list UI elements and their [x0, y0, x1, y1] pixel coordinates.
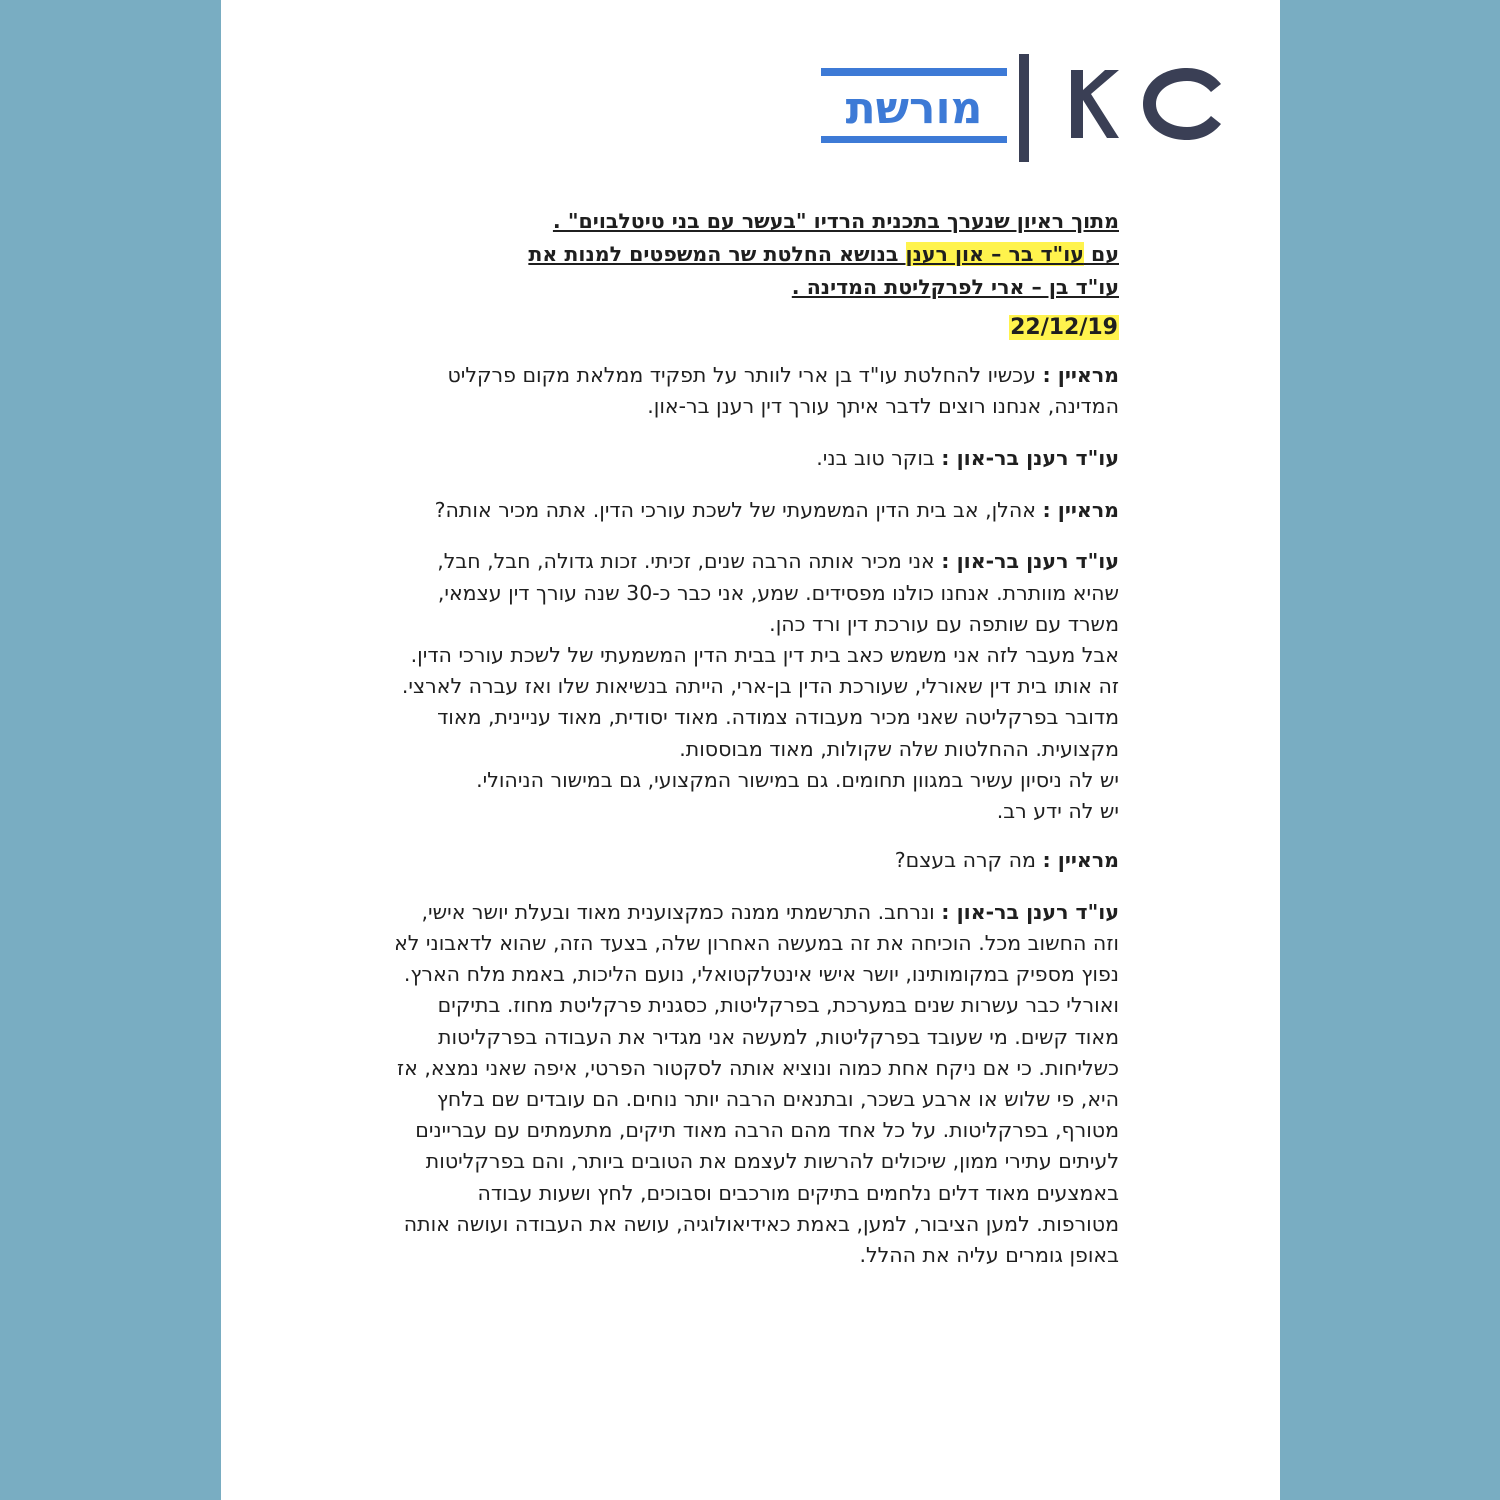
kan-moreshet-logo — [821, 52, 1231, 164]
paragraph-text: עכשיו להחלטת עו"ד בן ארי לוותר על תפקיד ממלאת מקום פרקליט המדינה, אנחנו רוצים לדבר איתך עורך דין רענן בר-און. — [447, 363, 1119, 419]
document-page — [221, 0, 1280, 1500]
paragraph-4-part-4 — [389, 796, 1119, 827]
paragraph-4 — [389, 546, 1119, 827]
kaf-shape — [1143, 68, 1221, 140]
heading-line-1: מתוך ראיון שנערך בתכנית הרדיו "בעשר עם בני טיטלבוים" . — [552, 209, 1119, 233]
paragraph-2 — [389, 443, 1119, 474]
document-heading — [389, 205, 1119, 304]
paragraph-5 — [389, 845, 1119, 876]
paragraph-1 — [389, 360, 1119, 422]
date-line — [389, 314, 1119, 342]
paragraph-text: יש לה ידע רב. — [996, 798, 1119, 823]
speaker-label: מראיין : — [1042, 497, 1119, 522]
speaker-label: מראיין : — [1042, 363, 1119, 387]
paragraph-text: מה קרה בעצם? — [894, 848, 1043, 873]
interview-transcript — [389, 205, 1119, 1271]
speaker-label: עו"ד רענן בר-און : — [941, 899, 1119, 924]
speaker-label: עו"ד רענן בר-און : — [941, 445, 1119, 470]
paragraph-text: אהלן, אב בית הדין המשמעתי של לשכת עורכי הדין. אתה מכיר אותה? — [434, 497, 1043, 522]
interview-date: 22/12/19 — [1010, 315, 1118, 340]
paragraph-text: בוקר טוב בני. — [816, 445, 942, 470]
paragraph-3 — [389, 495, 1119, 526]
speaker-label: עו"ד רענן בר-און : — [941, 549, 1119, 574]
paragraph-text: אני מכיר אותה הרבה שנים, זכיתי. זכות גדולה, חבל, חבל, שהיא מוותרת. אנחנו כולנו מפסידים. שמע, אני כבר כ-30 שנה עורך דין עצמאי, משרד עם שותפה עם עורכת דין ורד כהן. — [437, 549, 1119, 636]
paragraph-text: ונרחב. התרשמתי ממנה כמקצוענית מאוד ובעלת יושר אישי, וזה החשוב מכל. הוכיחה את זה במעשה האחרון שלה, בצעד הזה, שהוא לדאבוני לא נפוץ מספיק במקומותינו, יושר אישי אינטלקטואלי, נועם הליכות, באמת מלח הארץ. — [394, 899, 1119, 987]
paragraph-text: יש לה ניסיון עשיר במגוון תחומים. גם במישור המקצועי, גם במישור הניהולי. — [476, 767, 1119, 792]
heading-line-2 — [389, 238, 1119, 271]
heading-line-3: עו"ד בן – ארי לפרקליטת המדינה . — [791, 275, 1119, 299]
heading-highlighted-name: עו"ד בר – און רענן — [905, 242, 1084, 266]
paragraph-text: אבל מעבר לזה אני משמש כאב בית דין בבית הדין המשמעתי של לשכת עורכי הדין. זה אותו בית דין שאורלי, שעורכת הדין בן-ארי, הייתה בנשיאות שלו ואז עברה לארצי. מדובר בפרקליטה שאני מכיר מעבודה צמודה. מאוד יסודית, מאוד עניינית, מאוד מקצועית. ההחלטות שלה שקולות, מאוד מבוססות. — [401, 642, 1119, 761]
paragraph-4-part-1 — [389, 546, 1119, 640]
paragraph-4-part-3 — [389, 765, 1119, 796]
moreshet-wordmark: מורשת — [845, 83, 983, 134]
speaker-label: מראיין : — [1042, 848, 1119, 873]
paragraph-4-part-2 — [389, 640, 1119, 765]
heading-line-2-prefix: עם — [1083, 242, 1119, 266]
heading-line-2-suffix: בנושא החלטת שר המשפטים למנות את — [528, 242, 906, 266]
logo-graphic — [821, 52, 1231, 164]
paragraph-6-part-2 — [389, 990, 1119, 1271]
aleph-shape — [1071, 70, 1119, 138]
paragraph-6 — [389, 897, 1119, 1271]
paragraph-text: ואורלי כבר עשרות שנים במערכת, בפרקליטות, כסגנית פרקליטת מחוז. בתיקים מאוד קשים. מי שעובד בפרקליטות, למעשה אני מגדיר את העבודה בפרקליטות כשליחות. כי אם ניקח אחת כמוה ונוציא אותה לסקטור הפרטי, איפה שאני נמצא, אז היא, פי שלוש או ארבע בשכר, ובתנאים הרבה יותר נוחים. הם עובדים שם בלחץ מטורף, בפרקליטות. על כל אחד מהם הרבה מאוד תיקים, מתעמתים עם עבריינים לעיתים עתירי ממון, שיכולים להרשות לעצמם את הטובים ביותר, והם בפרקליטות באמצעים מאוד דלים נלחמים בתיקים מורכבים וסבוכים, לחץ ושעות עבודה מטורפות. למען הציבור, למען, באמת כאידיאולוגיה, עושה את העבודה ועושה אותה באופן גומרים עליה את ההלל. — [397, 993, 1119, 1268]
paragraph-6-part-1 — [389, 897, 1119, 991]
